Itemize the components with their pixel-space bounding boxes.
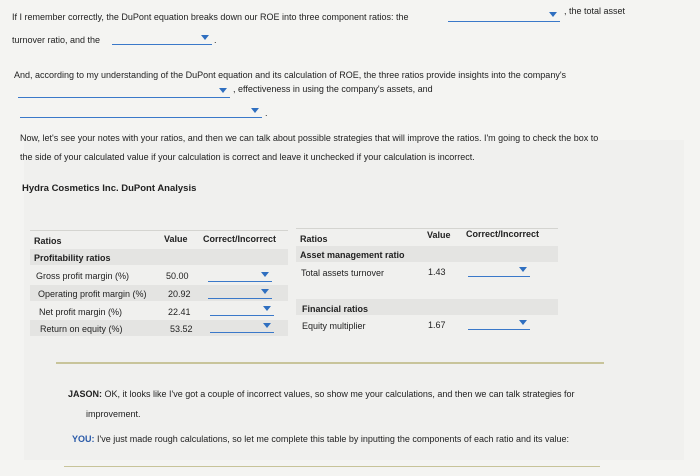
chevron-down-icon xyxy=(201,35,209,40)
bottom-divider xyxy=(64,466,600,467)
right-section-financial: Financial ratios xyxy=(302,304,369,314)
chevron-down-icon xyxy=(263,306,271,311)
chevron-down-icon xyxy=(261,272,269,277)
chevron-down-icon xyxy=(519,320,527,325)
you-text: I've just made rough calculations, so let me complete this table by inputting the components of each ratio and its value: xyxy=(97,434,570,444)
right-header-ratios: Ratios xyxy=(300,234,328,244)
chevron-down-icon xyxy=(263,323,271,328)
component-ratio-dropdown-2[interactable] xyxy=(112,33,212,45)
you-name: YOU: xyxy=(72,434,95,444)
left-header-check: Correct/Incorrect xyxy=(203,234,277,244)
chevron-down-icon xyxy=(549,12,557,17)
analysis-title: Hydra Cosmetics Inc. DuPont Analysis xyxy=(22,183,197,194)
net-margin-label: Net profit margin (%) xyxy=(39,307,123,317)
left-header-ratios: Ratios xyxy=(34,236,62,246)
gross-margin-check-dropdown[interactable] xyxy=(208,270,272,282)
right-header-check: Correct/Incorrect xyxy=(466,229,540,239)
net-margin-check-dropdown[interactable] xyxy=(210,304,274,316)
jason-line1 xyxy=(68,389,574,399)
jason-name: JASON: xyxy=(68,389,103,399)
you-line xyxy=(72,434,569,444)
right-header-value: Value xyxy=(427,230,451,240)
left-section-profitability: Profitability ratios xyxy=(34,253,111,263)
jason-text: OK, it looks like I've got a couple of incorrect values, so show me your calculations, and then we can talk strategies for xyxy=(104,389,575,399)
right-section-asset-mgmt: Asset management ratio xyxy=(300,250,405,260)
equity-multiplier-check-dropdown[interactable] xyxy=(468,318,530,330)
insights-line1: And, according to my understanding of the DuPont equation and its calculation of ROE, the three ratios provide insights into the company's xyxy=(14,70,567,80)
operating-margin-check-dropdown[interactable] xyxy=(208,287,272,299)
component-ratio-dropdown-1[interactable] xyxy=(448,10,560,22)
chevron-down-icon xyxy=(261,289,269,294)
notes-line1: Now, let's see your notes with your ratios, and then we can talk about possible strategies that will improve the ratios. I'm going to check the box to xyxy=(20,133,599,143)
insights-line3-end: . xyxy=(265,108,268,118)
chevron-down-icon xyxy=(219,88,227,93)
insight-dropdown-1[interactable] xyxy=(18,86,230,98)
gross-margin-value: 50.00 xyxy=(166,271,189,281)
section-divider xyxy=(56,362,604,364)
equity-multiplier-value: 1.67 xyxy=(428,320,446,330)
notes-line2: the side of your calculated value if your calculation is correct and leave it unchecked if your calculation is incorrect. xyxy=(20,152,475,162)
jason-line2: improvement. xyxy=(86,409,141,419)
intro-line1-end: , the total asset xyxy=(564,6,626,16)
insight-dropdown-2[interactable] xyxy=(20,106,262,118)
chevron-down-icon xyxy=(519,267,527,272)
equity-multiplier-label: Equity multiplier xyxy=(302,321,366,331)
roe-check-dropdown[interactable] xyxy=(210,321,274,333)
roe-value: 53.52 xyxy=(170,324,193,334)
total-assets-turnover-value: 1.43 xyxy=(428,267,446,277)
left-header-value: Value xyxy=(164,234,188,244)
total-assets-turnover-check-dropdown[interactable] xyxy=(468,265,530,277)
left-table-top-rule xyxy=(30,230,288,231)
intro-line2: turnover ratio, and the xyxy=(12,35,101,45)
operating-margin-label: Operating profit margin (%) xyxy=(38,289,147,299)
roe-label: Return on equity (%) xyxy=(40,324,123,334)
total-assets-turnover-label: Total assets turnover xyxy=(301,268,385,278)
chevron-down-icon xyxy=(251,108,259,113)
intro-line1: If I remember correctly, the DuPont equation breaks down our ROE into three component ratios: the xyxy=(12,12,409,22)
intro-line2-end: . xyxy=(214,35,217,45)
insights-line2: , effectiveness in using the company's assets, and xyxy=(233,84,433,94)
operating-margin-value: 20.92 xyxy=(168,289,191,299)
gross-margin-label: Gross profit margin (%) xyxy=(36,271,130,281)
net-margin-value: 22.41 xyxy=(168,307,191,317)
